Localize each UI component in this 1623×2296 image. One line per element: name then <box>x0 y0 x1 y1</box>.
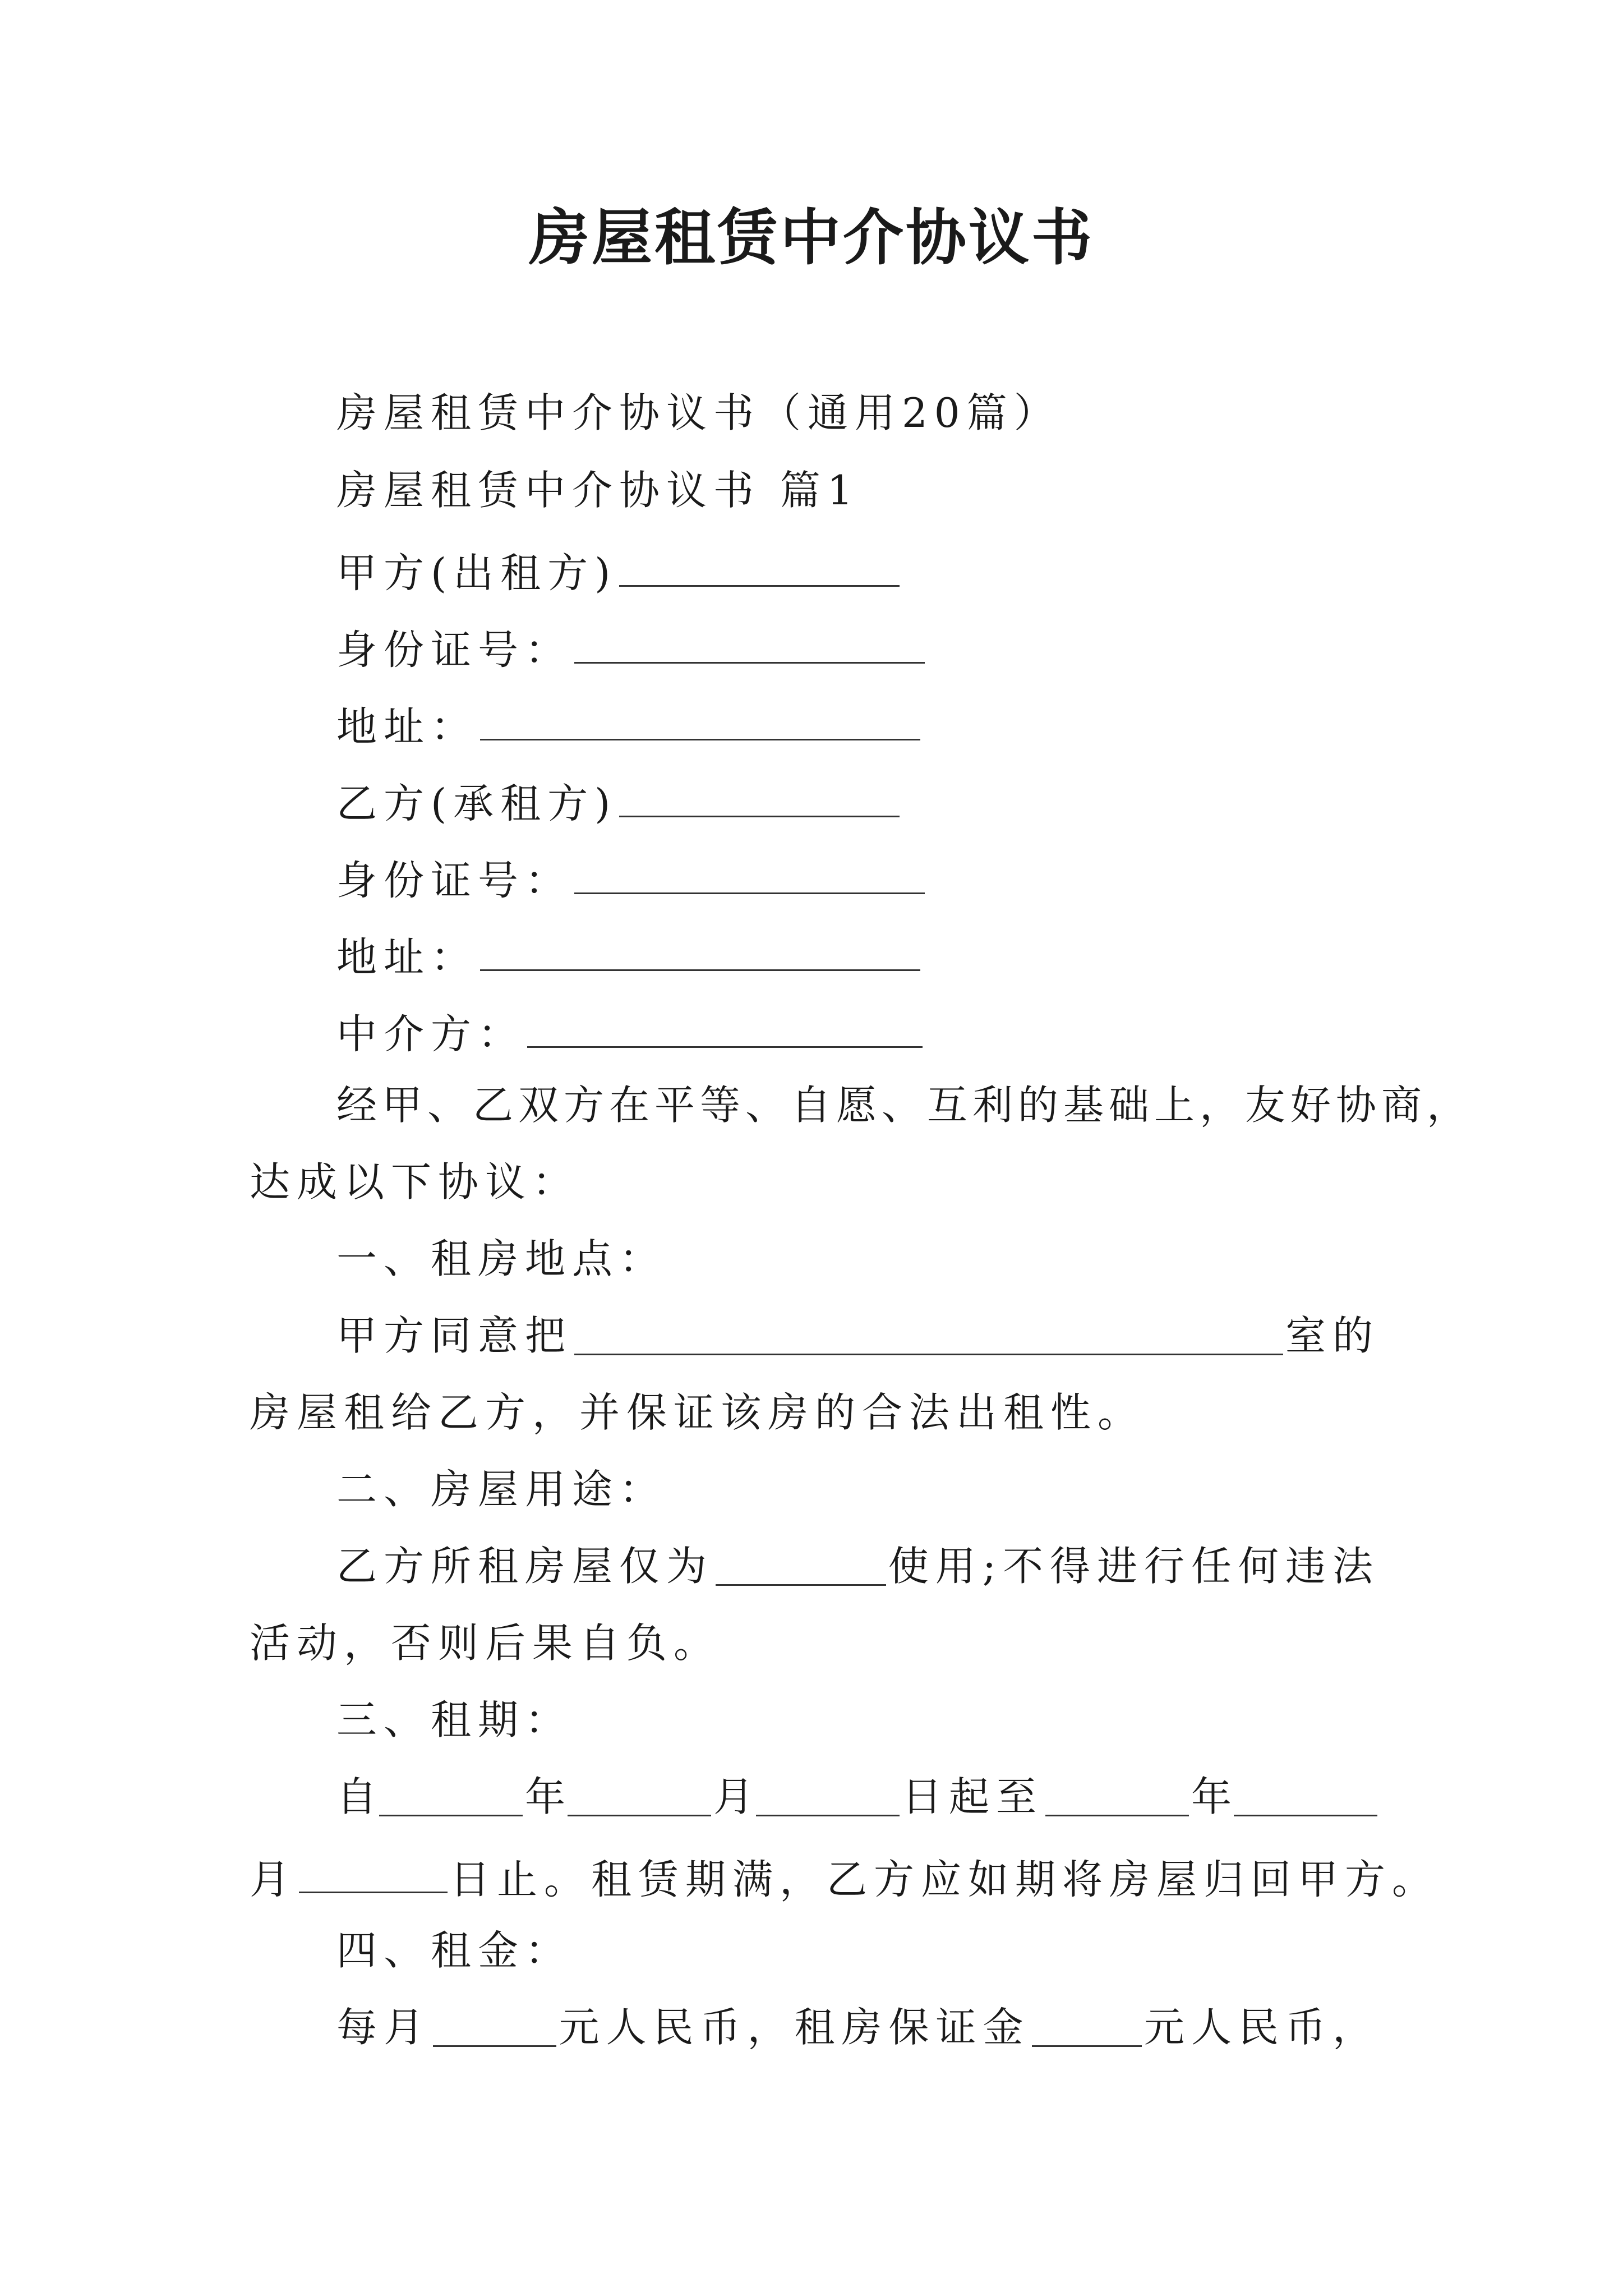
clause4-rent-blank <box>433 2007 556 2047</box>
party-a-id-label: 身份证号： <box>336 626 573 674</box>
clause3-line-2 <box>250 1853 1440 1903</box>
clause3-word: 日起至 <box>902 1773 1044 1820</box>
document-title: 房屋租赁中介协议书 <box>528 203 1094 273</box>
document-subtitle: 房屋租赁中介协议书（通用20篇） <box>336 389 1061 436</box>
party-b-address-row <box>336 931 923 981</box>
clause3-word: 自 <box>336 1773 377 1820</box>
section-heading: 房屋租赁中介协议书 篇1 <box>336 467 860 514</box>
party-b-blank <box>619 777 900 817</box>
party-a-address-label: 地址： <box>336 703 478 751</box>
clause3-blank <box>1234 1777 1377 1816</box>
clause2-heading: 二、房屋用途： <box>336 1466 667 1513</box>
clause4-line1-end: 元人民币， <box>1144 2004 1380 2051</box>
intro-line-1: 经甲、乙双方在平等、自愿、互利的基础上，友好协商， <box>336 1082 1473 1129</box>
clause1-line1-end: 室的 <box>1285 1312 1380 1359</box>
clause3-heading: 三、租期： <box>336 1696 573 1743</box>
clause3-word: 月 <box>713 1773 754 1820</box>
clause3-word: 年 <box>525 1773 566 1820</box>
clause2-line-1 <box>336 1543 1380 1590</box>
agent-label: 中介方： <box>336 1010 525 1058</box>
party-b-id-blank <box>574 854 925 894</box>
clause4-line1-mid: 元人民币，租房保证金 <box>559 2004 1030 2051</box>
party-a-address-blank <box>480 701 920 740</box>
clause2-purpose-blank <box>716 1546 886 1586</box>
clause1-location-blank <box>574 1315 1283 1355</box>
party-b-row <box>336 777 902 827</box>
clause3-blank <box>756 1777 900 1816</box>
clause2-line-2: 活动，否则后果自负。 <box>250 1619 721 1667</box>
clause1-heading: 一、租房地点： <box>336 1235 667 1282</box>
party-b-address-blank <box>480 931 920 971</box>
clause3-blank <box>1045 1777 1189 1816</box>
intro-line-2: 达成以下协议： <box>250 1158 580 1205</box>
party-a-blank <box>619 547 900 587</box>
clause2-line1-start: 乙方所租房屋仅为 <box>336 1543 714 1590</box>
clause1-line-1 <box>336 1312 1380 1359</box>
clause3-blank <box>379 1777 523 1816</box>
clause3-line-1 <box>336 1773 1380 1820</box>
party-a-row <box>336 547 902 597</box>
party-b-label: 乙方(承租方) <box>336 780 617 827</box>
agent-row <box>336 1008 925 1058</box>
clause3-word: 年 <box>1191 1773 1232 1820</box>
party-b-id-row <box>336 854 927 904</box>
clause3-blank <box>568 1777 711 1816</box>
clause4-heading: 四、租金： <box>336 1927 573 1974</box>
party-a-label: 甲方(出租方) <box>336 549 617 597</box>
clause4-line1-start: 每月 <box>336 2004 431 2051</box>
party-a-id-row <box>336 624 927 674</box>
clause3-day-blank <box>299 1853 448 1893</box>
clause1-line-2: 房屋租给乙方，并保证该房的合法出租性。 <box>250 1389 1145 1436</box>
party-b-id-label: 身份证号： <box>336 857 573 904</box>
clause1-line1-start: 甲方同意把 <box>336 1312 573 1359</box>
party-a-address-row <box>336 701 923 751</box>
clause3-line2-end: 日止。租赁期满，乙方应如期将房屋归回甲方。 <box>450 1856 1440 1903</box>
party-a-id-blank <box>574 624 925 664</box>
clause3-line2-start: 月 <box>250 1856 297 1903</box>
clause4-line-1 <box>336 2004 1380 2051</box>
clause2-line1-end: 使用;不得进行任何违法 <box>888 1543 1380 1590</box>
agent-blank <box>527 1008 923 1048</box>
party-b-address-label: 地址： <box>336 933 478 981</box>
clause4-deposit-blank <box>1032 2007 1142 2047</box>
